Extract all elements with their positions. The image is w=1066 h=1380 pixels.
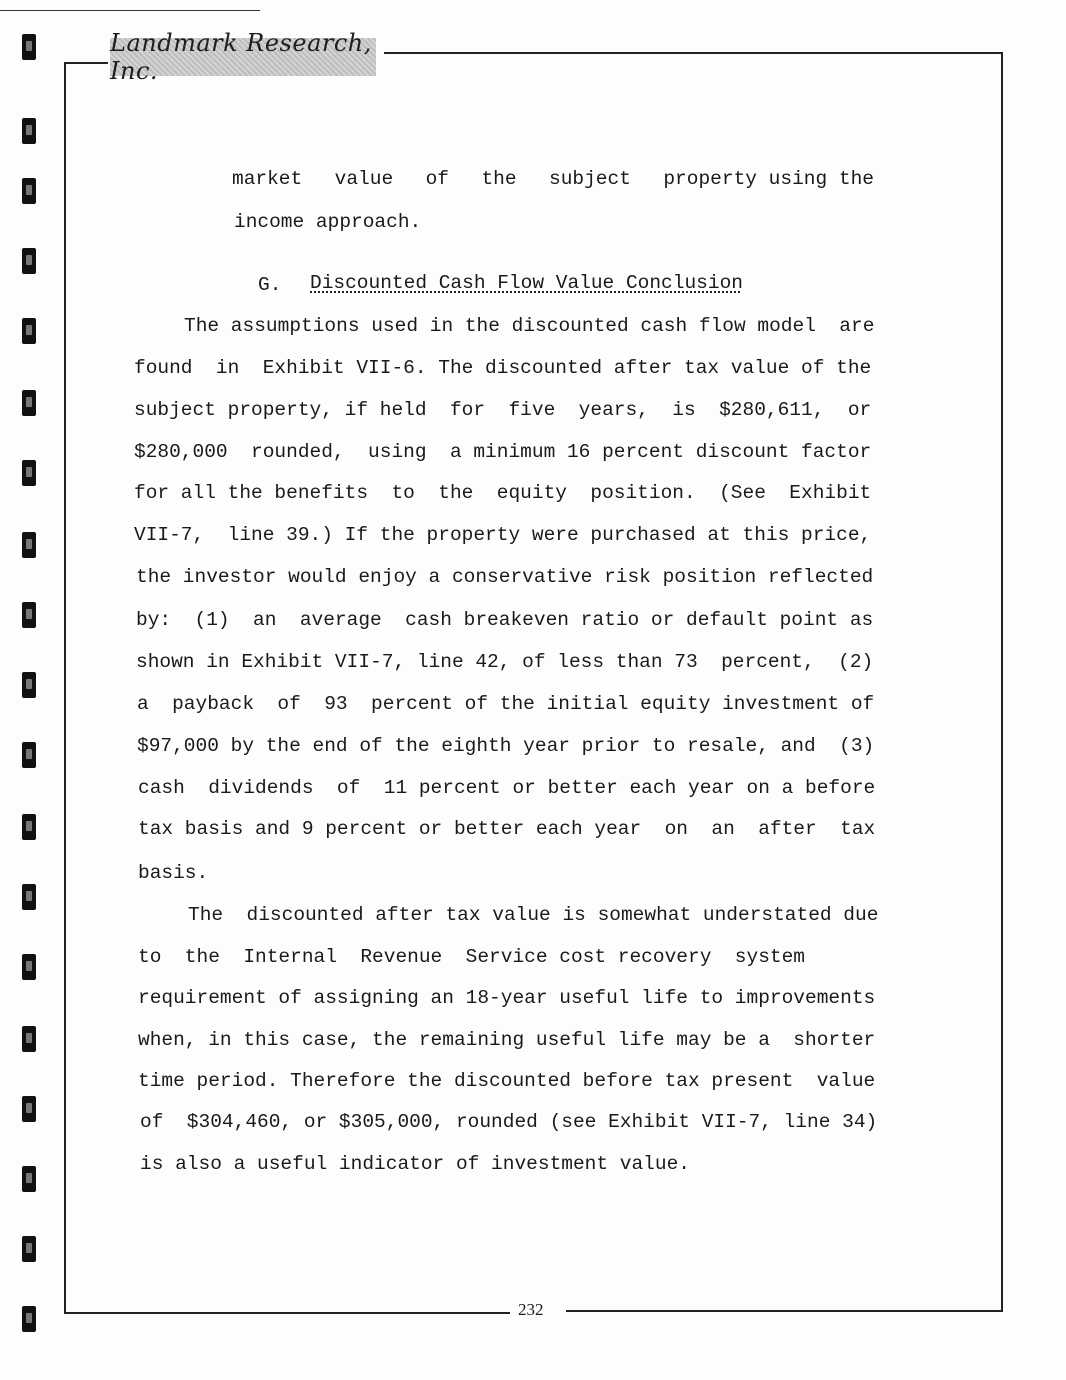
frame-bottom-left	[64, 1312, 510, 1314]
continuation-line: income approach.	[234, 211, 422, 233]
paragraph-line: The assumptions used in the discounted cash flow model are	[184, 315, 875, 337]
paragraph-line: for all the benefits to the equity position. (See Exhibit	[134, 482, 872, 504]
section-heading: Discounted Cash Flow Value Conclusion	[310, 272, 743, 294]
frame-right	[1001, 52, 1003, 1312]
paragraph-line: subject property, if held for five years, is $280,611, or	[134, 399, 872, 421]
paragraph-line: VII-7, line 39.) If the property were purchased at this price,	[134, 524, 872, 546]
frame-top-right	[384, 52, 1003, 54]
frame-bottom-right	[566, 1310, 1003, 1312]
paragraph-line: time period. Therefore the discounted before tax present value	[138, 1070, 876, 1092]
paragraph-line: a payback of 93 percent of the initial equity investment of	[137, 693, 875, 715]
binding-holes	[22, 30, 38, 1350]
continuation-line: market value of the subject property using the	[232, 168, 874, 190]
paragraph-line: to the Internal Revenue Service cost recovery system	[138, 946, 806, 968]
paragraph-line: basis.	[138, 862, 209, 884]
frame-top-left	[64, 62, 108, 64]
paragraph-line: $97,000 by the end of the eighth year prior to resale, and (3)	[137, 735, 875, 757]
paragraph-line: when, in this case, the remaining useful life may be a shorter	[138, 1029, 876, 1051]
page-number: 232	[518, 1300, 544, 1319]
section-letter: G.	[258, 274, 282, 296]
paragraph-line: is also a useful indicator of investment value.	[140, 1153, 690, 1175]
paragraph-line: requirement of assigning an 18-year useful life to improvements	[138, 987, 876, 1009]
paragraph-line: found in Exhibit VII-6. The discounted after tax value of the	[134, 357, 872, 379]
paragraph-line: cash dividends of 11 percent or better each year on a before	[138, 777, 876, 799]
paragraph-line: shown in Exhibit VII-7, line 42, of less than 73 percent, (2)	[136, 651, 874, 673]
paragraph-line: of $304,460, or $305,000, rounded (see Exhibit VII-7, line 34)	[140, 1111, 878, 1133]
paragraph-line: $280,000 rounded, using a minimum 16 percent discount factor	[134, 441, 872, 463]
paragraph-line: by: (1) an average cash breakeven ratio or default point as	[136, 609, 874, 631]
frame-left	[64, 62, 66, 1314]
company-logo: Landmark Research, Inc.	[110, 38, 376, 76]
top-rule	[0, 10, 260, 11]
paragraph-line: the investor would enjoy a conservative risk position reflected	[136, 566, 874, 588]
paragraph-line: The discounted after tax value is somewhat understated due	[188, 904, 879, 926]
paragraph-line: tax basis and 9 percent or better each year on an after tax	[138, 818, 876, 840]
